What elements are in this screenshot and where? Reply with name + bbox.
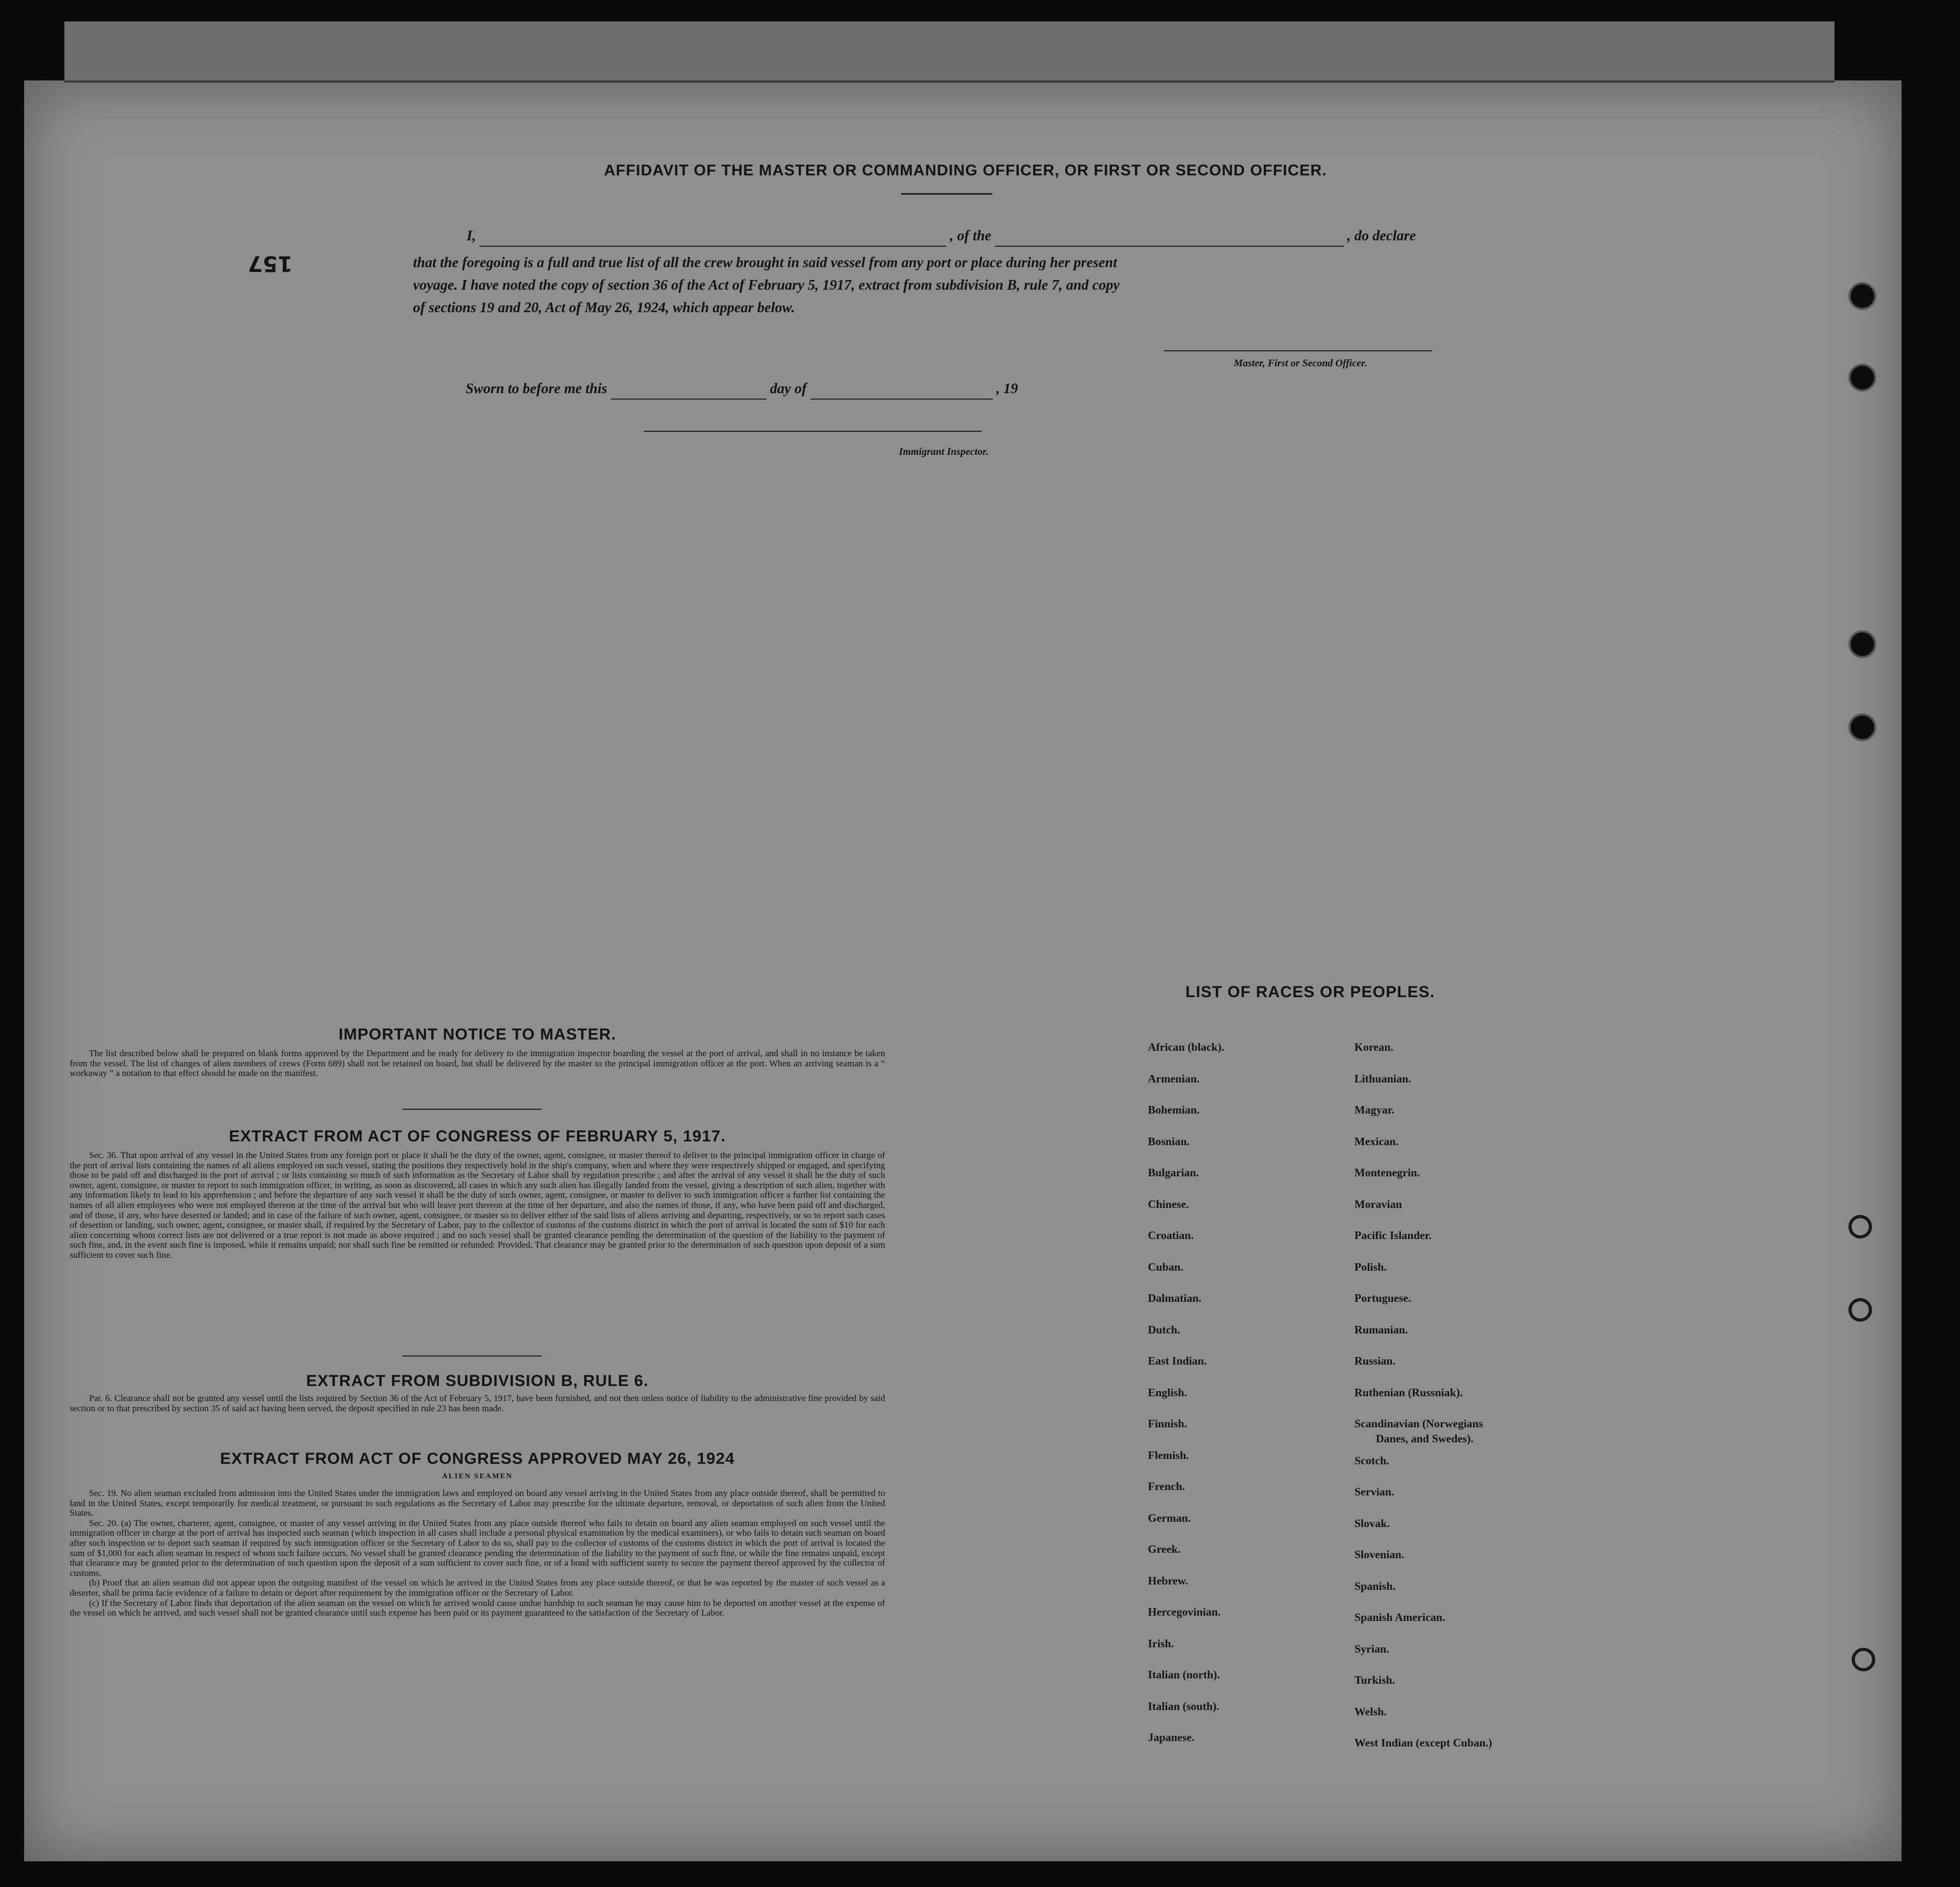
statement-line-2: voyage. I have noted the copy of section 36 of the Act of February 5, 1917, extract from subdivision B, rule 7, and copy: [413, 277, 1120, 293]
race-item: Greek.: [1148, 1543, 1181, 1556]
sworn-label: Sworn to before me this: [466, 380, 608, 396]
sworn-day-field[interactable]: [611, 385, 767, 400]
race-item: Montenegrin.: [1354, 1166, 1420, 1179]
sworn-month-field[interactable]: [810, 385, 993, 400]
inspector-caption: Immigrant Inspector.: [899, 446, 989, 458]
race-item: Irish.: [1148, 1637, 1174, 1650]
race-item: French.: [1148, 1480, 1185, 1493]
extract-1924-text: [70, 1488, 885, 1618]
race-item: Polish.: [1354, 1260, 1387, 1273]
race-item: Italian (north).: [1148, 1668, 1220, 1681]
race-item: Welsh.: [1354, 1705, 1387, 1718]
sec-20b: (b) Proof that an alien seaman did not appear upon the outgoing manifest of the vessel on which he arrived in the United States from any place outside thereof, or that he was reported by the master of such vessel as a deserter, shall be prima facie evidence of a failure to detain or deport after requirement by the immigration officer or the Secretary of Labor.: [70, 1578, 885, 1598]
signature-line[interactable]: [1164, 350, 1432, 351]
race-item: Finnish.: [1148, 1417, 1187, 1430]
sec-19: Sec. 19. No alien seaman excluded from admission into the United States under the immigration laws and employed on board any vessel arriving in the United States from any place outside thereof, shall be permitted to land in the United States, except temporarily for medical treatment, or pursuant to such regulations as the Secretary of Labor may prescribe for the ultimate departure, removal, or deportation of such alien from the United States.: [70, 1488, 885, 1519]
sec-20a: Sec. 20. (a) The owner, charterer, agent, consignee, or master of any vessel arriving in the United States from any place outside thereof who fails to detain on board any alien seaman employed on such vessel until the immigration officer in charge at the port of arrival has inspected such seaman (which inspection in all cases shall include a personal physical examination by the medical examiners), or who fails to detain such seaman on board after such inspection or to deport such seaman if required by such immigration officer or the Secretary of Labor to do so, shall pay to the collector of customs of the customs district in which the port of arrival is located the sum of $1,000 for each alien seaman in respect of whom such failure occurs. No vessel shall be granted clearance pending the determination of the liability to the payment of such fine, or while the fine remains unpaid, except that clearance may be granted prior to the determination of such question upon the deposit of a sum sufficient to cover such fine, or of a bond with sufficient surety to secure the payment thereof approved by the collector of customs.: [70, 1517, 885, 1578]
race-item: Spanish.: [1354, 1579, 1396, 1593]
race-item: Rumanian.: [1354, 1323, 1408, 1336]
statement-line-1: that the foregoing is a full and true list of all the crew brought in said vessel from any port or place during her present: [413, 254, 1117, 270]
binder-ring-icon: [1852, 1648, 1875, 1671]
race-item: Dalmatian.: [1148, 1292, 1202, 1304]
affidavit-declaration-line: [467, 224, 1486, 247]
race-item: Croatian.: [1148, 1229, 1194, 1242]
binder-ring-icon: [1848, 1298, 1872, 1322]
do-declare-label: , do declare: [1347, 227, 1416, 244]
race-item: Japanese.: [1148, 1731, 1195, 1744]
race-item: Mexican.: [1354, 1134, 1399, 1148]
race-item: Turkish.: [1354, 1674, 1395, 1686]
title-underline: [901, 193, 992, 195]
race-item: African (black).: [1148, 1041, 1225, 1053]
race-item: Bohemian.: [1148, 1103, 1200, 1116]
race-item: Chinese.: [1148, 1197, 1189, 1211]
race-item: Hercegovinian.: [1148, 1605, 1221, 1618]
divider: [402, 1109, 542, 1110]
sworn-line: [466, 377, 1163, 400]
race-item: Russian.: [1354, 1354, 1396, 1367]
affidavit-statement: [413, 251, 1486, 319]
race-item: German.: [1148, 1511, 1191, 1524]
binder-hole-icon: [1848, 713, 1876, 741]
extract-rule6-text: Par. 6. Clearance shall not be granted any vessel until the lists required by Section 36 of the Act of February 5, 1917, have been furnished, and not then unless notice of liability to the administrative fine provided by said section or to that prescribed by section 35 of said act having been served, the deposit specified in rule 23 has been made.: [70, 1393, 885, 1413]
race-item: Armenian.: [1148, 1072, 1200, 1085]
extract-rule6-title: EXTRACT FROM SUBDIVISION B, RULE 6.: [306, 1372, 649, 1390]
race-item: Bulgarian.: [1148, 1166, 1199, 1179]
inspector-signature-line[interactable]: [644, 431, 982, 432]
i-label: I,: [467, 227, 476, 244]
form-number: 157: [248, 251, 293, 276]
vessel-field[interactable]: [995, 232, 1344, 247]
race-item: Slovenian.: [1354, 1548, 1404, 1561]
race-item: Korean.: [1354, 1041, 1394, 1053]
extract-1917-title: EXTRACT FROM ACT OF CONGRESS OF FEBRUARY 5, 1917.: [229, 1127, 726, 1145]
statement-line-3: of sections 19 and 20, Act of May 26, 1924, which appear below.: [413, 299, 795, 315]
race-item: Cuban.: [1148, 1260, 1183, 1273]
race-item: Flemish.: [1148, 1448, 1189, 1462]
day-of-label: day of: [770, 380, 807, 396]
race-item: Moravian: [1354, 1197, 1402, 1211]
race-item: Dutch.: [1148, 1323, 1181, 1336]
race-item: Scotch.: [1354, 1454, 1389, 1467]
binder-hole-icon: [1848, 364, 1876, 392]
binder-ring-icon: [1848, 1215, 1872, 1239]
affidavit-title: AFFIDAVIT OF THE MASTER OR COMMANDING OFFICER, OR FIRST OR SECOND OFFICER.: [604, 162, 1327, 179]
sec-20c: (c) If the Secretary of Labor finds that deportation of the alien seaman on the vessel on which he arrived would cause undue hardship to such seaman he may cause him to be deported on another vessel at the expense of the vessel on which he arrived, and such vessel shall not be granted clearance until such expense has been paid or its payment guaranteed to the satisfaction of the Secretary of Labor.: [70, 1597, 885, 1618]
races-title: LIST OF RACES OR PEOPLES.: [1185, 983, 1435, 1001]
attached-strip: [64, 21, 1834, 83]
race-item: West Indian (except Cuban.): [1354, 1736, 1492, 1749]
race-item: Portuguese.: [1354, 1292, 1411, 1304]
year-label: , 19: [996, 380, 1018, 396]
divider: [402, 1355, 542, 1357]
important-notice-title: IMPORTANT NOTICE TO MASTER.: [338, 1026, 616, 1043]
race-item: Servian.: [1354, 1485, 1395, 1498]
important-notice-text: The list described below shall be prepared on blank forms approved by the Department and be ready for delivery to the immigration inspector boarding the vessel at the port of arrival, and shall in no instance be taken from the vessel. The list of changes of alien members of crews (Form 689) shall not be retained on board, but shall be delivered by the master to the principal immigration officer at the port. When an arriving seaman is a “ workaway ” a notation to that effect should be made on the manifest.: [70, 1048, 885, 1079]
race-item-continuation: Danes, and Swedes).: [1376, 1432, 1474, 1445]
race-item: Scandinavian (Norwegians: [1354, 1417, 1483, 1430]
binder-hole-icon: [1848, 630, 1876, 658]
name-field[interactable]: [480, 232, 946, 247]
race-item: Spanish American.: [1354, 1611, 1446, 1624]
extract-1924-subtitle: ALIEN SEAMEN: [442, 1472, 513, 1480]
binder-hole-icon: [1848, 282, 1876, 310]
race-item: Lithuanian.: [1354, 1072, 1411, 1085]
race-item: Slovak.: [1354, 1516, 1390, 1530]
race-item: Syrian.: [1354, 1642, 1389, 1655]
race-item: Magyar.: [1354, 1103, 1395, 1116]
race-item: Bosnian.: [1148, 1134, 1190, 1148]
race-item: English.: [1148, 1385, 1187, 1399]
race-item: Hebrew.: [1148, 1574, 1188, 1587]
extract-1917-text: Sec. 36. That upon arrival of any vessel in the United States from any foreign port or place it shall be the duty of the owner, agent, consignee, or master thereof to deliver to the principal immigration officer in charge of the port of arrival lists containing the names of all aliens employed on such vessel, stating the positions they respectively hold in the ship's company, when and where they were respectively shipped or engaged, and specifying those to be paid off and discharged in the port of arrival ; or lists containing so much of such information as the Secretary of Labor shall by regulation prescribe ; and after the arrival of any vessel it shall be the duty of such owner, agent, consignee, or master to report to such immigration officer, in writing, as soon as discovered, all cases in which any such alien has illegally landed from the vessel, giving a description of such alien, together with any information likely to lead to his apprehension ; and before the departure of any such vessel it shall be the duty of such owner, agent, consignee, or master to deliver to such immigration officer a further list containing the names of all alien employees who were not employed thereon at the time of the arrival but who will leave port thereon at the time of her departure, and also the names of those, if any, who have been paid off and discharged, and of those, if any, who have deserted or landed; and in case of the failure of such owner, agent, consignee, or master so to deliver either of the said lists of aliens arriving and departing, respectively, or so to report such cases of desertion or landing, such owner, agent, consignee, or master shall, if required by the Secretary of Labor, pay to the collector of customs of the customs district in which the port of arrival is located the sum of $10 for each alien concerning whom correct lists are not delivered or a true report is not made as above required ; and no such vessel shall be granted clearance pending the determination of the question of the liability to the payment of such fine, and, in the event such fine is imposed, while it remains unpaid; nor shall such fine be remitted or refunded: Provided, That clearance may be granted prior to the determination of such question upon deposit of a sum sufficient to cover such fine.: [70, 1150, 885, 1260]
of-the-label: , of the: [949, 227, 992, 244]
race-item: Pacific Islander.: [1354, 1229, 1432, 1242]
race-item: Italian (south).: [1148, 1699, 1220, 1713]
race-item: East Indian.: [1148, 1354, 1207, 1367]
extract-1924-title: EXTRACT FROM ACT OF CONGRESS APPROVED MAY 26, 1924: [220, 1450, 735, 1468]
signature-caption: Master, First or Second Officer.: [1234, 358, 1367, 369]
race-item: Ruthenian (Russniak).: [1354, 1385, 1463, 1399]
